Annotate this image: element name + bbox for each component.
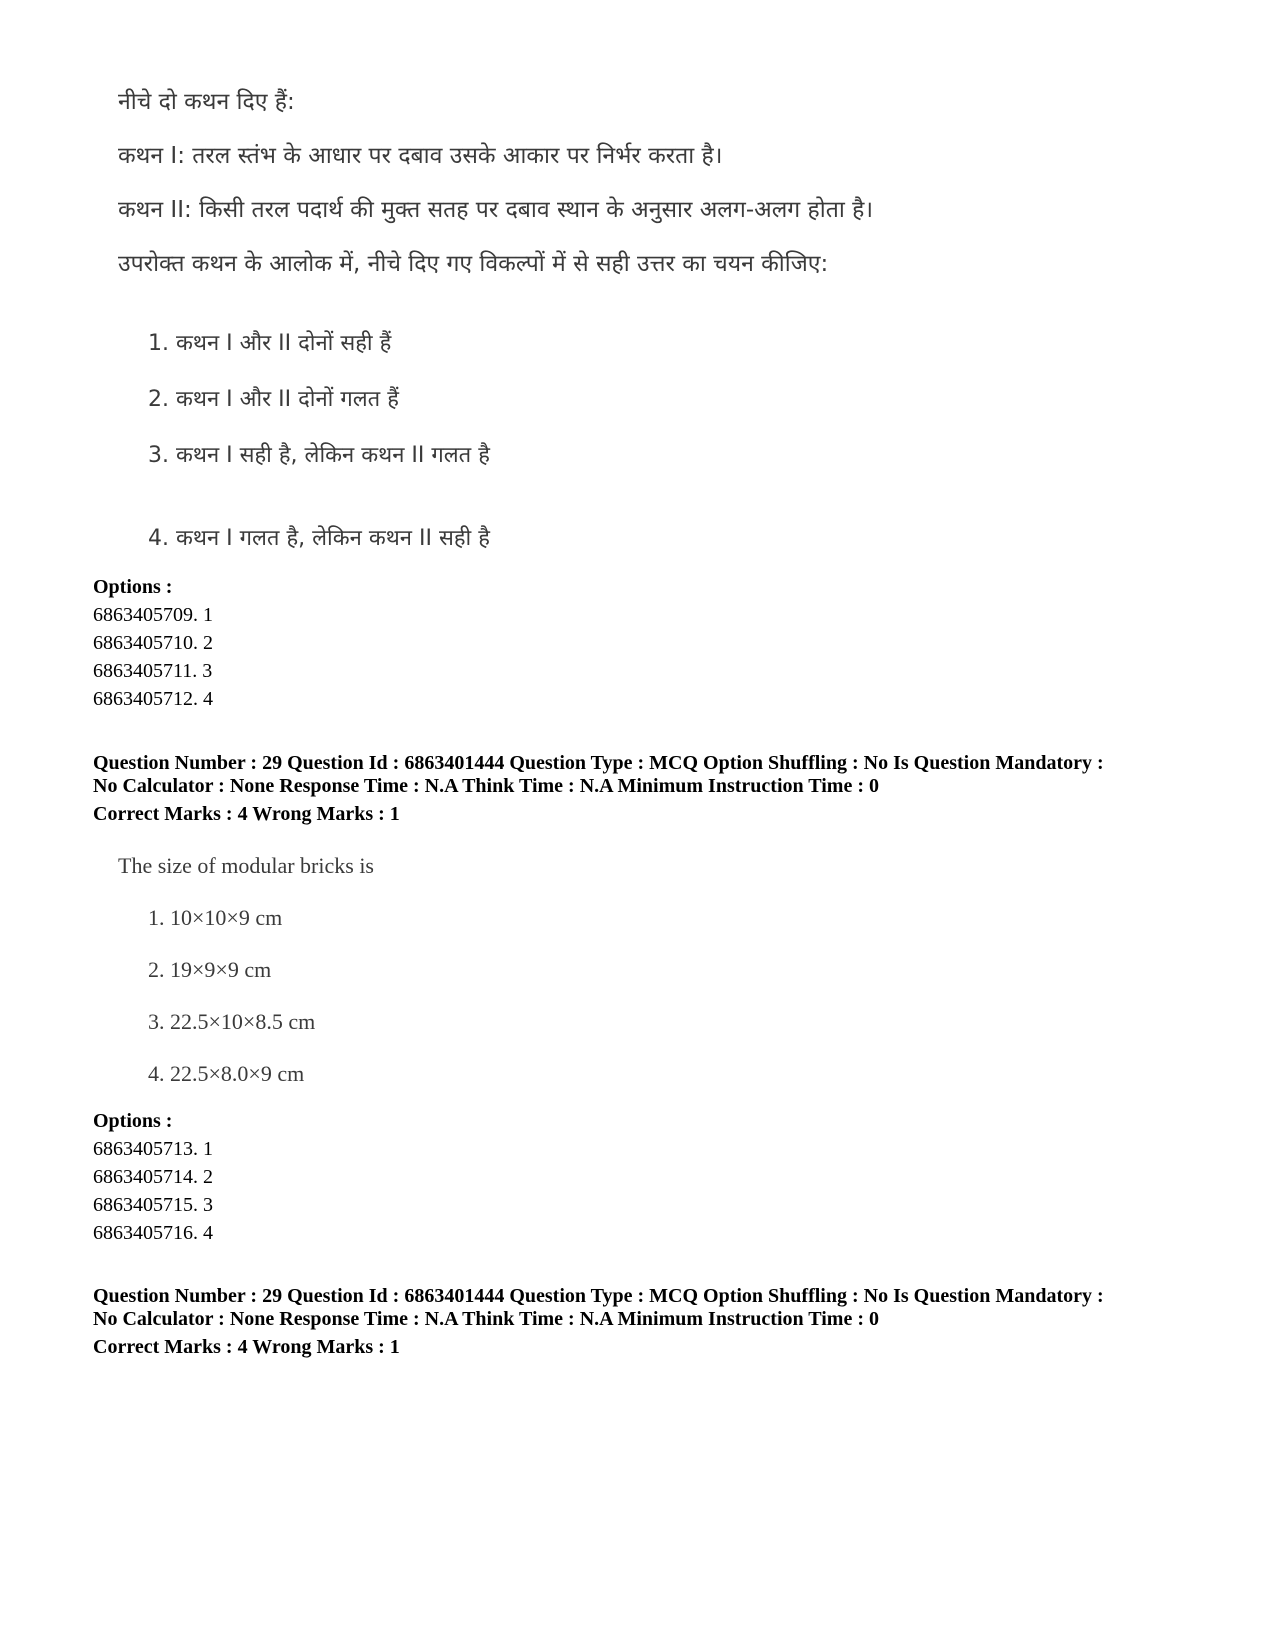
- question-meta-line-2: No Calculator : None Response Time : N.A Think Time : N.A Minimum Instruction Time : 0: [93, 1308, 879, 1330]
- choice-1: 1. 10×10×9 cm: [148, 905, 283, 930]
- choice-3: 3. कथन I सही है, लेकिन कथन II गलत है: [148, 443, 490, 468]
- choice-2: 2. 19×9×9 cm: [148, 957, 272, 982]
- option-id-2: 6863405714. 2: [93, 1166, 213, 1188]
- question-meta-line-2: No Calculator : None Response Time : N.A Think Time : N.A Minimum Instruction Time : 0: [93, 775, 879, 797]
- choice-4: 4. कथन I गलत है, लेकिन कथन II सही है: [148, 526, 490, 551]
- marks-line: Correct Marks : 4 Wrong Marks : 1: [93, 803, 400, 825]
- choice-4: 4. 22.5×8.0×9 cm: [148, 1061, 305, 1086]
- marks-line: Correct Marks : 4 Wrong Marks : 1: [93, 1336, 400, 1358]
- choice-3: 3. 22.5×10×8.5 cm: [148, 1009, 316, 1034]
- question-instruction: उपरोक्त कथन के आलोक में, नीचे दिए गए विकल्पों में से सही उत्तर का चयन कीजिए:: [118, 251, 829, 277]
- question-intro: नीचे दो कथन दिए हैं:: [118, 89, 295, 115]
- question-meta-line-1: Question Number : 29 Question Id : 6863401444 Question Type : MCQ Option Shuffling : No Is Question Mandatory :: [93, 1285, 1104, 1307]
- question-meta-line-1: Question Number : 29 Question Id : 6863401444 Question Type : MCQ Option Shuffling : No Is Question Mandatory :: [93, 752, 1104, 774]
- option-id-3: 6863405711. 3: [93, 660, 213, 682]
- statement-1: कथन I: तरल स्तंभ के आधार पर दबाव उसके आकार पर निर्भर करता है।: [118, 143, 723, 169]
- options-label: Options :: [93, 576, 173, 598]
- options-label: Options :: [93, 1110, 173, 1132]
- option-id-2: 6863405710. 2: [93, 632, 213, 654]
- question-text: The size of modular bricks is: [118, 853, 374, 878]
- choice-1: 1. कथन I और II दोनों सही हैं: [148, 331, 392, 356]
- option-id-1: 6863405709. 1: [93, 604, 213, 626]
- statement-2: कथन II: किसी तरल पदार्थ की मुक्त सतह पर दबाव स्थान के अनुसार अलग-अलग होता है।: [118, 197, 874, 223]
- option-id-1: 6863405713. 1: [93, 1138, 213, 1160]
- option-id-4: 6863405712. 4: [93, 688, 213, 710]
- choice-2: 2. कथन I और II दोनों गलत हैं: [148, 387, 399, 412]
- option-id-4: 6863405716. 4: [93, 1222, 213, 1244]
- option-id-3: 6863405715. 3: [93, 1194, 213, 1216]
